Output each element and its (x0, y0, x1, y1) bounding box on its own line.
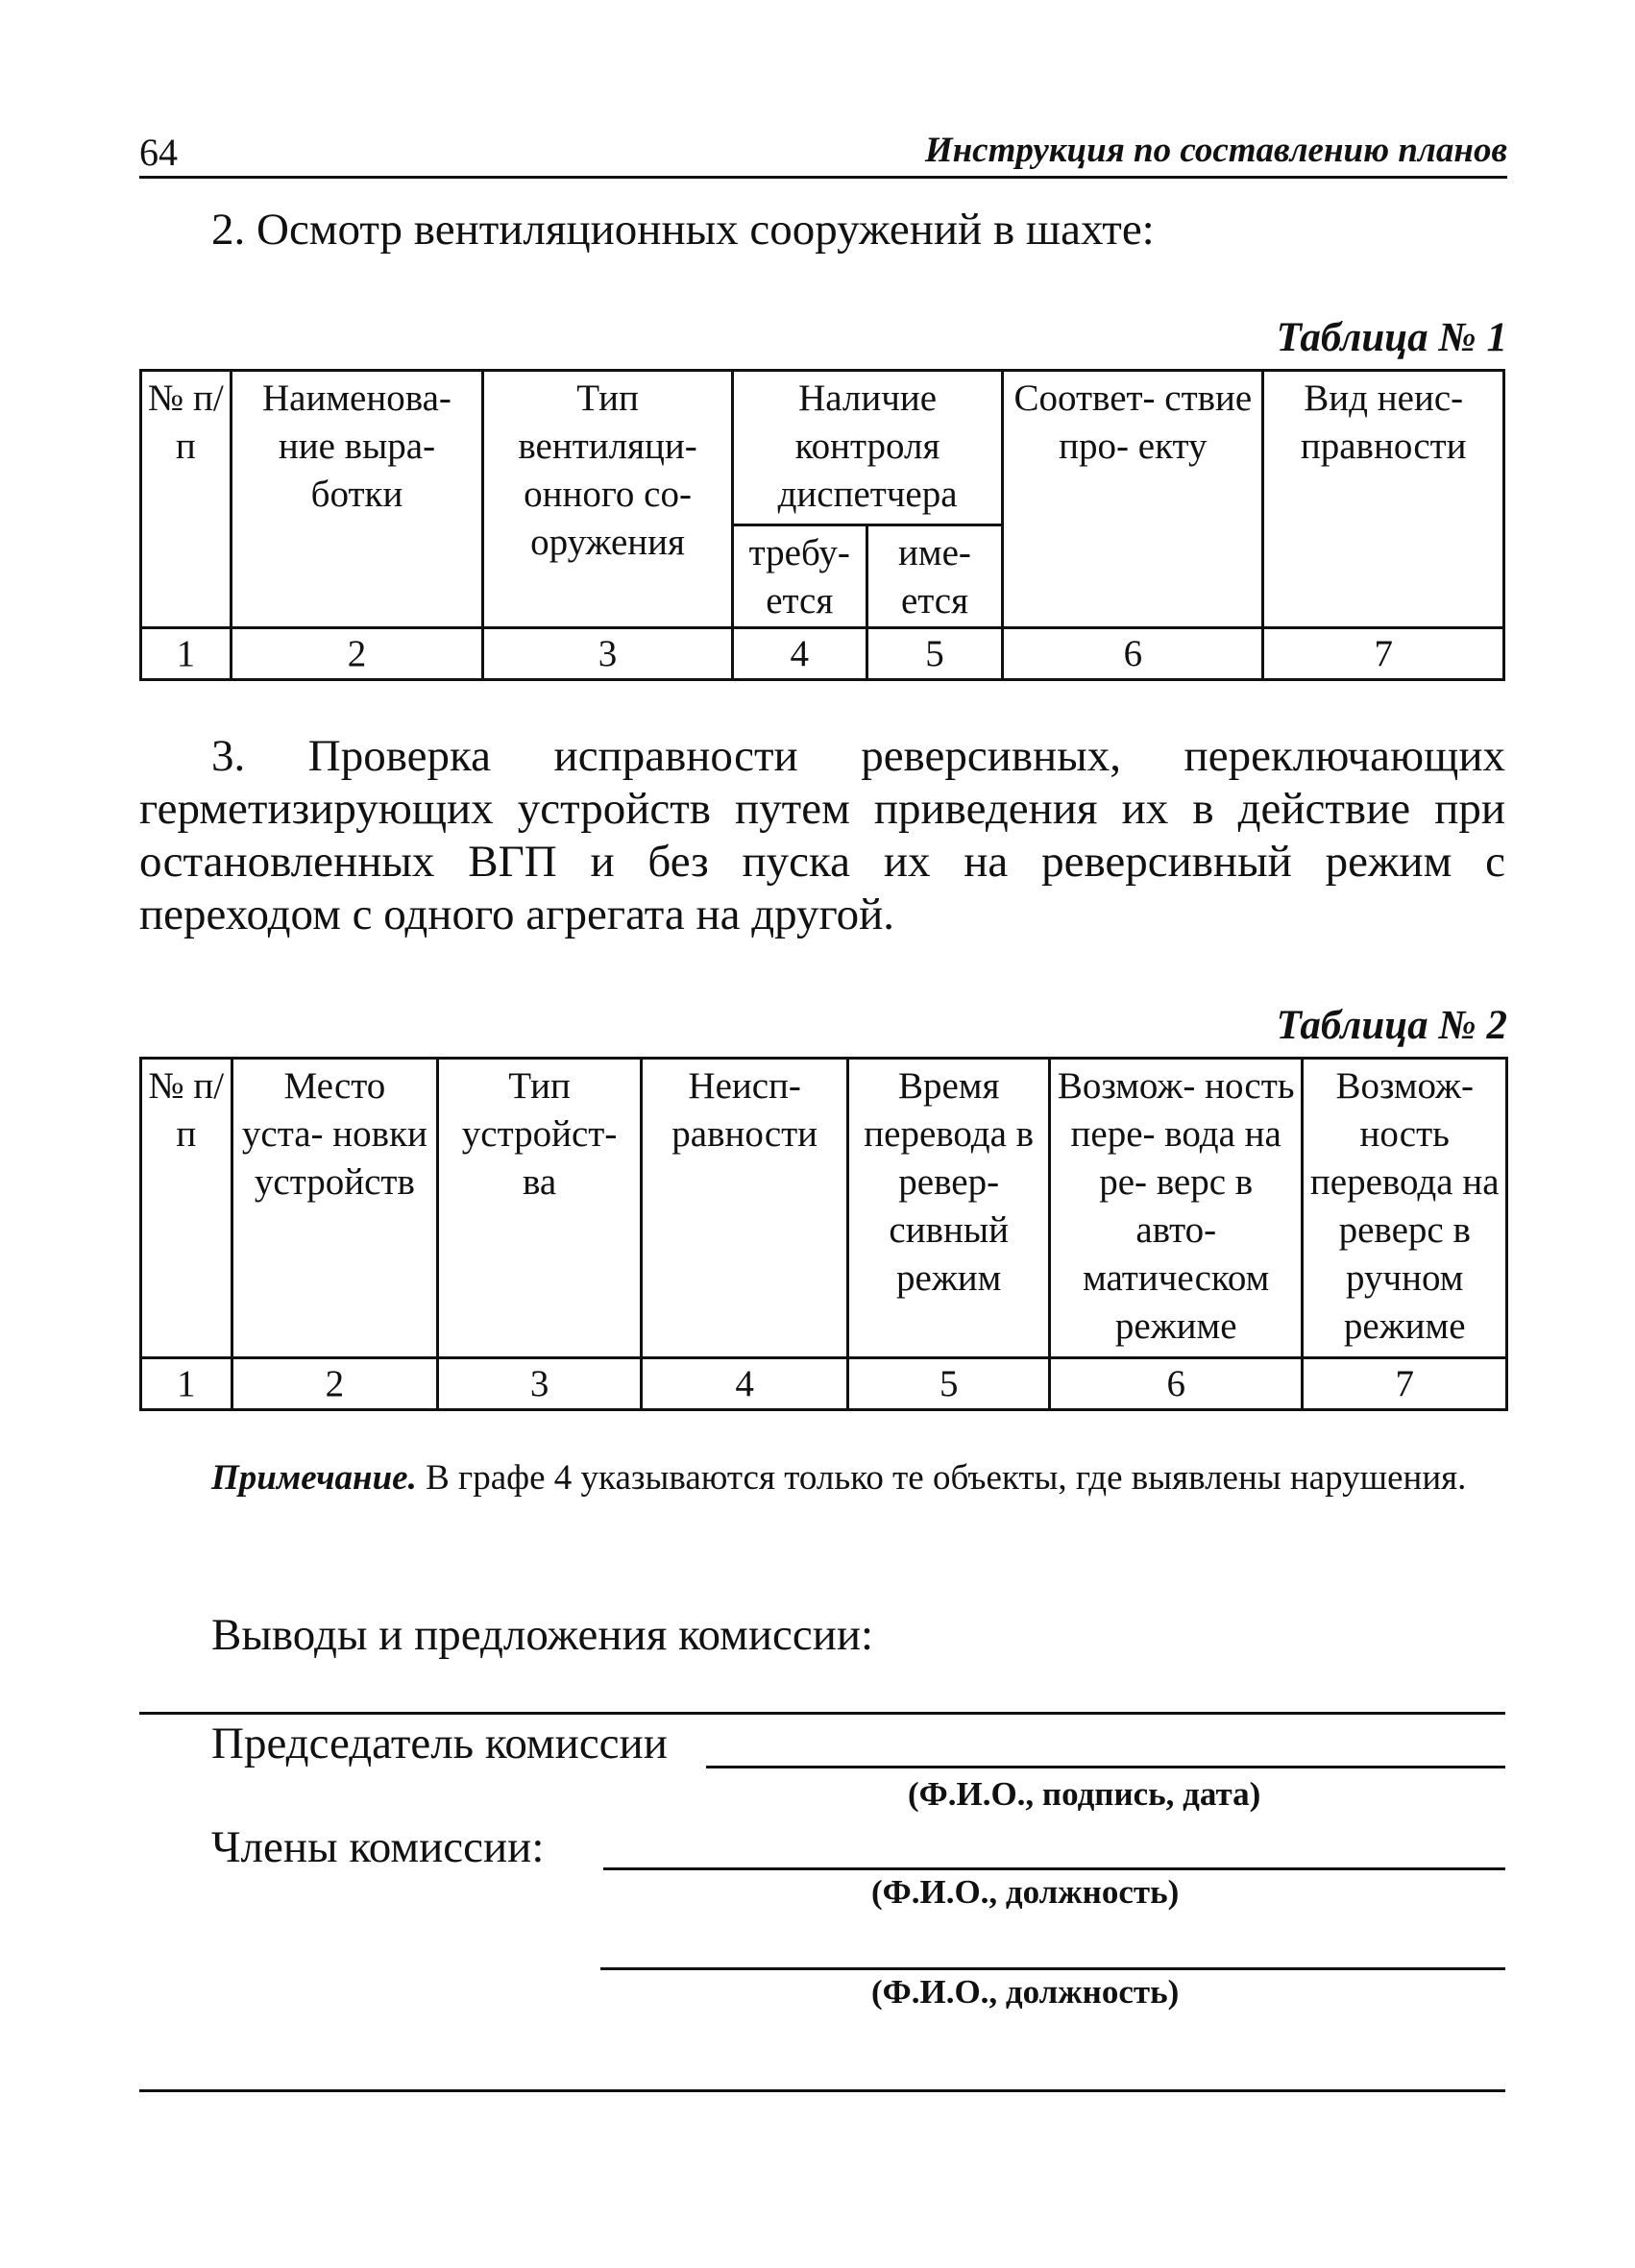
t2-num: 2 (232, 1358, 438, 1410)
member-2-signature-line (600, 1967, 1505, 1970)
t2-num: 7 (1303, 1358, 1507, 1410)
t2-header-auto-reverse: Возмож- ность пере- вода на ре- верс в авто- матическом режиме (1049, 1059, 1302, 1358)
member-1-signature-line (603, 1867, 1505, 1870)
t1-header-no: № п/п (141, 371, 232, 628)
section-3-paragraph (139, 730, 1505, 941)
conclusions-heading: Выводы и предложения комиссии: (211, 1610, 874, 1660)
t2-number-row (141, 1358, 1507, 1410)
t2-header-manual-reverse: Возмож- ность перевода на реверс в ручном режиме (1303, 1059, 1507, 1358)
member-2-hint: (Ф.И.О., должность) (871, 1973, 1180, 2011)
t1-num: 1 (141, 628, 232, 680)
bottom-line (139, 2089, 1505, 2092)
table-1 (139, 369, 1505, 681)
t1-num: 5 (866, 628, 1003, 680)
t1-number-row (141, 628, 1504, 680)
t2-num: 3 (438, 1358, 642, 1410)
conclusions-line (139, 1712, 1505, 1715)
section-3-text: 3. Проверка исправности реверсивных, переключающих герметизирующих устройств путем приведения их в действие при остановленных ВГП и без пуска их на реверсивный режим с переходом с одного агрегата на другой. (139, 731, 1505, 939)
note (139, 1455, 1505, 1500)
page-number: 64 (139, 131, 178, 174)
t2-header-faults: Неисп- равности (641, 1059, 848, 1358)
members-label: Члены комиссии: (211, 1822, 545, 1872)
t1-header-control-required: требу- ется (732, 525, 866, 628)
t1-header-project: Соответ- ствие про- екту (1003, 371, 1263, 628)
header-rule (139, 176, 1507, 179)
t1-num: 7 (1263, 628, 1504, 680)
chairman-signature-line (706, 1766, 1505, 1768)
table-2 (139, 1057, 1508, 1411)
section-2-heading: 2. Осмотр вентиляционных сооружений в шахте: (211, 205, 1155, 255)
t2-num: 6 (1049, 1358, 1302, 1410)
chairman-label: Председатель комиссии (211, 1719, 668, 1768)
t2-num: 4 (641, 1358, 848, 1410)
t1-num: 6 (1003, 628, 1263, 680)
t2-header-device-type: Тип устройст- ва (438, 1059, 642, 1358)
t2-num: 5 (848, 1358, 1050, 1410)
t1-num: 4 (732, 628, 866, 680)
t1-header-fault: Вид неис- правности (1263, 371, 1504, 628)
t2-header-switch-time: Время перевода в ревер- сивный режим (848, 1059, 1050, 1358)
table-2-caption: Таблица № 2 (1276, 1003, 1507, 1048)
note-text: В графе 4 указываются только те объекты, где выявлены нарушения. (416, 1458, 1467, 1498)
t2-num: 1 (141, 1358, 232, 1410)
t1-header-name: Наименова- ние выра- ботки (231, 371, 483, 628)
table-1-caption: Таблица № 1 (1276, 315, 1507, 360)
t1-header-type: Тип вентиляци- онного со- оружения (483, 371, 733, 628)
t1-header-control: Наличие контроля диспетчера (732, 371, 1002, 525)
t1-header-control-present: име- ется (866, 525, 1003, 628)
t2-header-location: Место уста- новки устройств (232, 1059, 438, 1358)
running-title: Инструкция по составлению планов (924, 131, 1507, 170)
t1-num: 3 (483, 628, 733, 680)
chairman-hint: (Ф.И.О., подпись, дата) (908, 1775, 1261, 1813)
t2-header-no: № п/п (141, 1059, 232, 1358)
note-label: Примечание. (211, 1458, 417, 1498)
t1-num: 2 (231, 628, 483, 680)
member-1-hint: (Ф.И.О., должность) (871, 1873, 1180, 1911)
